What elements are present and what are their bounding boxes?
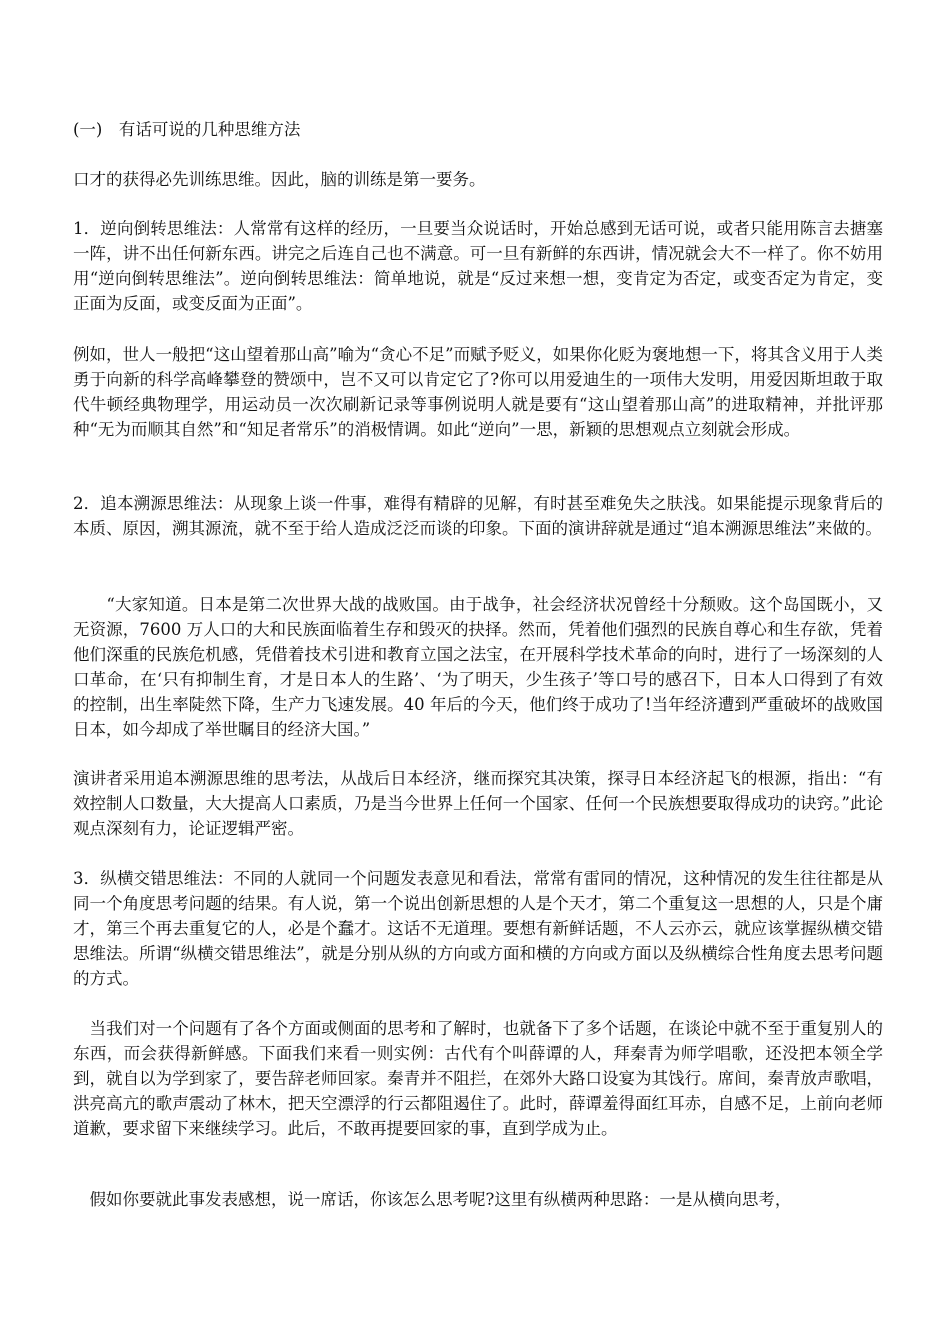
section-title: (一) 有话可说的几种思维方法 [73,120,301,139]
paragraph-reverse-thinking: 1．逆向倒转思维法：人常常有这样的经历，一旦要当众说话时，开始总感到无话可说，或者只能用陈言去搪塞一阵，讲不出任何新东西。讲完之后连自己也不满意。可一旦有新鲜的东西讲，情况就会大不一样了。你不妨用用“逆向倒转思维法”。逆向倒转思维法：简单地说，就是“反过来想一想，变肯定为否定，或变否定为肯定，变正面为反面，或变反面为正面”。 [73,219,883,313]
paragraph-xue-tan-story: 当我们对一个问题有了各个方面或侧面的思考和了解时，也就备下了多个话题，在谈论中就不至于重复别人的东西，而会获得新鲜感。下面我们来看一则实例：古代有个叫薛谭的人，拜秦青为师学唱歌，还没把本领全学到，就自以为学到家了，要告辞老师回家。秦青并不阻拦，在郊外大路口设宴为其饯行。席间，秦青放声歌唱，洪亮高亢的歌声震动了林木，把天空漂浮的行云都阻遏住了。此时，薛谭羞得面红耳赤，自感不足，上前向老师道歉，要求留下来继续学习。此后，不敢再提要回家的事，直到学成为止。 [73,1019,883,1138]
paragraph-speech-quote: “大家知道。日本是第二次世界大战的战败国。由于战争，社会经济状况曾经十分颓败。这个岛国既小，又无资源，7600 万人口的大和民族面临着生存和毁灭的抉择。然而，凭着他们强烈的民族自尊心和生存欲，凭着他们深重的民族危机感，凭借着技术引进和教育立国之法宝，在开展科学技术革命的向时，进行了一场深刻的人口革命，在‘只有抑制生育，才是日本人的生路’、‘为了明天，少生孩子’等口号的感召下，日本人口得到了有效的控制，出生率陡然下降，生产力飞速发展。40 年后的今天，他们终于成功了!当年经济遭到严重破坏的战败国日本，如今却成了举世瞩目的经济大国。” [73,595,883,739]
paragraph-trace-origin: 2．追本溯源思维法：从现象上谈一件事，难得有精辟的见解，有时甚至难免失之肤浅。如果能提示现象背后的本质、原因，溯其源流，就不至于给人造成泛泛而谈的印象。下面的演讲辞就是通过“追本溯源思维法”来做的。 [73,494,883,538]
paragraph-reverse-example: 例如，世人一般把“这山望着那山高”喻为“贪心不足”而赋予贬义，如果你化贬为褒地想一下，将其含义用于人类勇于向新的科学高峰攀登的赞颂中，岂不又可以肯定它了?你可以用爱迪生的一项伟大发明，用爱因斯坦敢于取代牛顿经典物理学，用运动员一次次刷新记录等事例说明人就是要有“这山望着那山高”的进取精神，并批评那种“无为而顺其自然”和“知足者常乐”的消极情调。如此“逆向”一思，新颖的思想观点立刻就会形成。 [73,345,883,439]
paragraph-reflection: 假如你要就此事发表感想，说一席话，你该怎么思考呢?这里有纵横两种思路：一是从横向思考， [73,1190,792,1209]
paragraph-crisscross-thinking: 3．纵横交错思维法：不同的人就同一个问题发表意见和看法，常常有雷同的情况，这种情况的发生往往都是从同一个角度思考问题的结果。有人说，第一个说出创新思想的人是个天才，第二个重复这一思想的人，只是个庸才，第三个再去重复它的人，必是个蠢才。这话不无道理。要想有新鲜话题，不人云亦云，就应该掌握纵横交错思维法。所谓“纵横交错思维法”，就是分别从纵的方向或方面和横的方向或方面以及纵横综合性角度去思考问题的方式。 [73,869,883,988]
intro-paragraph: 口才的获得必先训练思维。因此，脑的训练是第一要务。 [73,170,486,189]
paragraph-speech-analysis: 演讲者采用追本溯源思维的思考法，从战后日本经济，继而探究其决策，探寻日本经济起飞的根源，指出：“有效控制人口数量，大大提高人口素质，乃是当今世界上任何一个国家、任何一个民族想要取得成功的诀窍。”此论观点深刻有力，论证逻辑严密。 [73,769,883,838]
